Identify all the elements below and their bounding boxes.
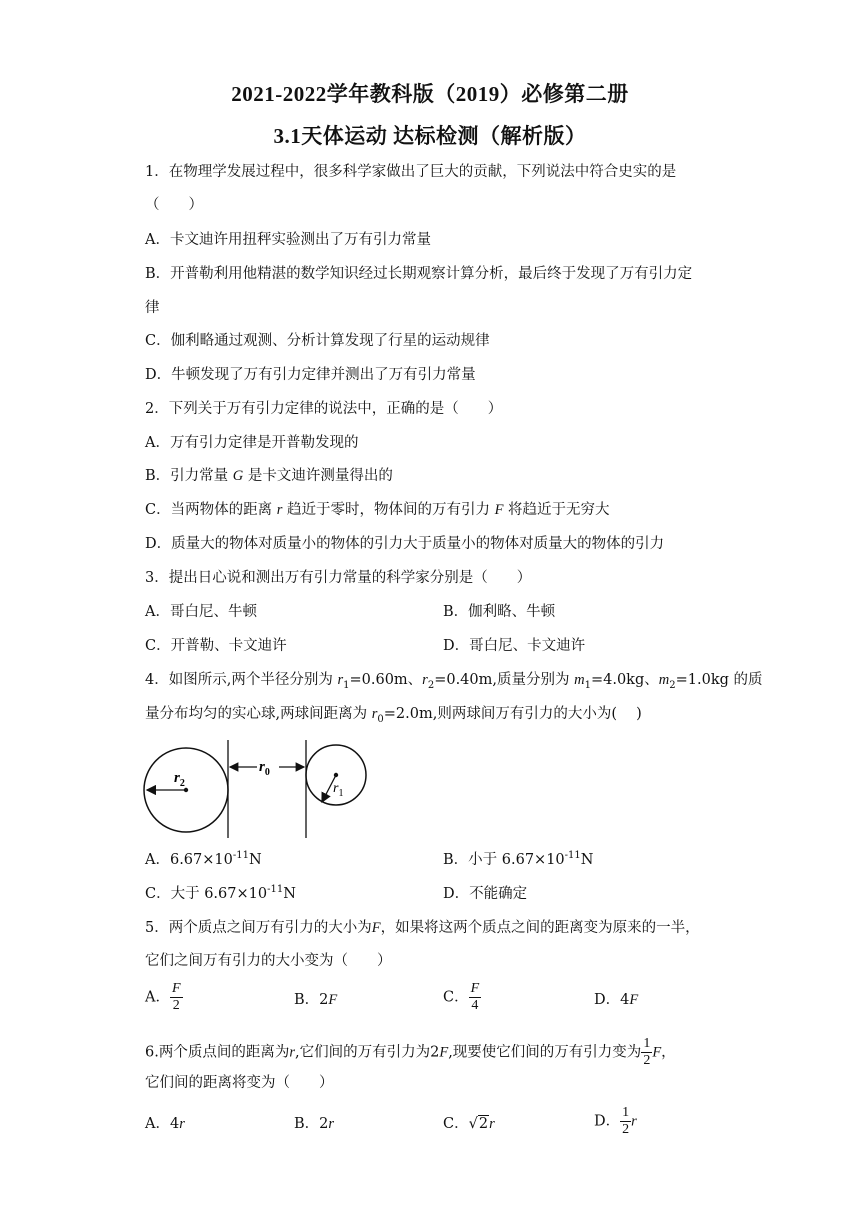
r1-label: $r_1$ [333, 781, 344, 799]
q6-stem-line2: 它们间的距离将变为（ ） [145, 1075, 334, 1091]
q4-option-a: A．$6.67\times 10^{-11}N$ [145, 850, 262, 868]
q5-option-a: A． $\frac{F}{2}$ [145, 981, 181, 1013]
q6-option-b: B．2r [294, 1116, 335, 1132]
q6-option-a: A．4r [145, 1116, 185, 1132]
q5-option-c: C． $\frac{F}{4}$ [443, 981, 480, 1013]
q1-option-b-line2: 律 [145, 300, 160, 316]
r2-label: $r_2$ [174, 770, 185, 789]
q5-option-b: B．2F [294, 992, 338, 1008]
two-spheres-figure [140, 738, 375, 838]
q2-option-c: C．当两物体的距离 r 趋近于零时，物体间的万有引力 F 将趋近于无穷大 [145, 502, 610, 518]
q1-option-a: A．卡文迪许用扭秤实验测出了万有引力常量 [145, 232, 431, 248]
q3-option-d: D．哥白尼、卡文迪许 [443, 638, 586, 654]
q1-stem-line1: 1．在物理学发展过程中，很多科学家做出了巨大的贡献，下列说法中符合史实的是 [145, 164, 677, 180]
q6-option-c: C．√2r [443, 1116, 495, 1132]
q1-option-c: C．伽利略通过观测、分析计算发现了行星的运动规律 [145, 333, 490, 349]
q3-stem: 3．提出日心说和测出万有引力常量的科学家分别是（ ） [145, 570, 532, 586]
q3-option-c: C．开普勒、卡文迪许 [145, 638, 287, 654]
q5-stem-line1: 5．两个质点之间万有引力的大小为F，如果将这两个质点之间的距离变为原来的一半， [145, 920, 700, 936]
q4-option-c: C．大于 $6.67\times 10^{-11}N$ [145, 884, 296, 902]
q1-option-d: D．牛顿发现了万有引力定律并测出了万有引力常量 [145, 367, 476, 383]
page-title: 2021-2022学年教科版（2019）必修第二册 [231, 82, 629, 106]
q4-stem-line1: 4．如图所示,两个半径分别为 $r_1=0.60m$、$r_2=0.40m$,质量分别为 $m_1=4.0kg$、$m_2=1.0kg$ 的质 [145, 672, 763, 691]
q4-stem-line2: 量分布均匀的实心球,两球间距离为 $r_0=2.0m$,则两球间万有引力的大小为( ) [145, 706, 642, 725]
q1-stem-line2: （ ） [145, 197, 203, 213]
q6-option-d: D． $\frac{1}{2}$ r [594, 1105, 637, 1137]
q5-option-d: D．4F [594, 992, 639, 1008]
q4-option-b: B．小于 $6.67\times 10^{-11}N$ [443, 850, 594, 868]
q3-option-a: A．哥白尼、牛顿 [145, 604, 257, 620]
q3-option-b: B．伽利略、牛顿 [443, 604, 556, 620]
q6-stem-line1: 6.两个质点间的距离为r,它们间的万有引力为2F,现要使它们间的万有引力变为 $\frac{1}{2}$ F， [145, 1036, 676, 1068]
q2-stem: 2．下列关于万有引力定律的说法中，正确的是（ ） [145, 401, 503, 417]
q1-option-b-line1: B．开普勒利用他精湛的数学知识经过长期观察计算分析，最后终于发现了万有引力定 [145, 266, 693, 282]
r0-label: $r_0$ [259, 759, 270, 778]
q2-option-b: B．引力常量 G 是卡文迪许测量得出的 [145, 468, 393, 484]
q2-option-d: D．质量大的物体对质量小的物体的引力大于质量小的物体对质量大的物体的引力 [145, 536, 665, 552]
q5-stem-line2: 它们之间万有引力的大小变为（ ） [145, 953, 392, 969]
page-subtitle: 3.1天体运动 达标检测（解析版） [273, 124, 587, 148]
q4-option-d: D．不能确定 [443, 886, 528, 902]
q2-option-a: A．万有引力定律是开普勒发现的 [145, 435, 359, 451]
